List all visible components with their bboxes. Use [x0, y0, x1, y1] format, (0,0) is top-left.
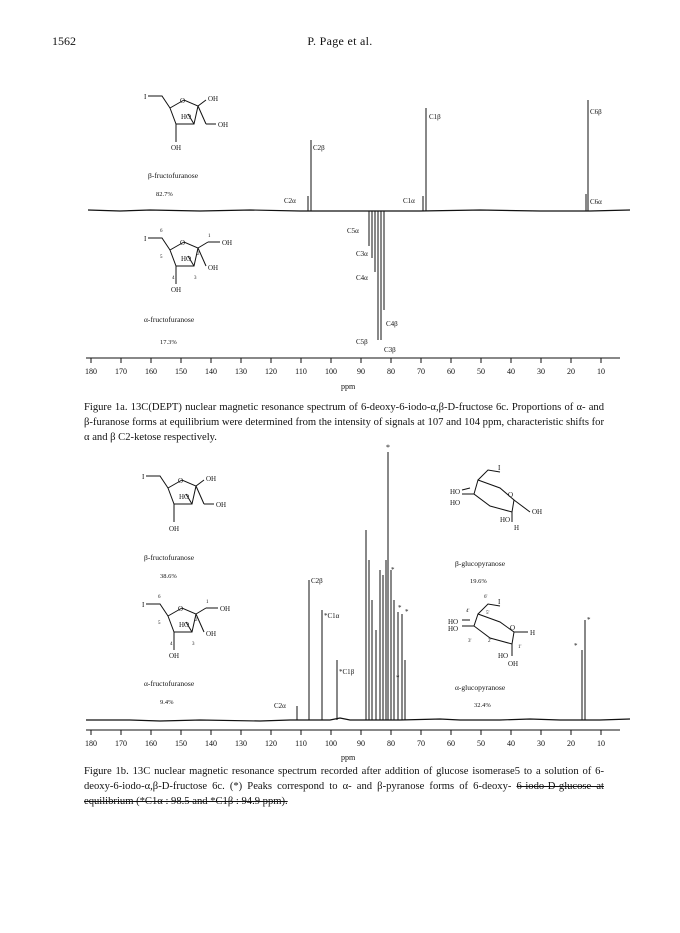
peak-asterisk: * — [386, 443, 390, 452]
page-number: 1562 — [52, 34, 76, 48]
oh-label: OH — [532, 508, 543, 516]
peak-asterisk: * — [574, 642, 578, 650]
compound-percent: 32.4% — [474, 702, 491, 709]
axis-tick-label: 50 — [477, 739, 485, 748]
axis-unit: ppm — [341, 753, 356, 762]
spectrum-peaks — [297, 452, 585, 720]
iodine-label: I — [142, 473, 145, 481]
axis-tick-label: 150 — [175, 739, 187, 748]
peak-label: C2β — [313, 144, 325, 152]
atom-number: 2 — [195, 618, 198, 623]
ring-oxygen: O — [178, 477, 184, 485]
axis-tick-label: 180 — [85, 367, 97, 376]
oh-label: OH — [216, 501, 227, 509]
ho-label: HO — [179, 493, 190, 501]
peak-label: *C1β — [339, 668, 355, 676]
oh-label: OH — [508, 660, 519, 668]
axis-tick-label: 30 — [537, 367, 545, 376]
peak-asterisk: * — [587, 616, 591, 624]
peak-labels-1a — [284, 108, 602, 354]
ho-label: HO — [448, 625, 459, 633]
caption-text: 13C(DEPT) nuclear magnetic resonance spectrum of 6-deoxy-6-iodo-α,β-D-fructose 6c. Proportions of α- and β-furanose forms at equilibrium were determined from the intensity of signals at 107 and 104 ppm, characteristic shifts for α and β C2-ketose respectively. — [84, 402, 604, 443]
peak-label: *C1α — [324, 612, 340, 620]
iodine-label: I — [142, 601, 145, 609]
compound-percent: 9.4% — [160, 699, 174, 706]
atom-number: 1 — [206, 600, 209, 605]
axis-tick-label: 130 — [235, 739, 247, 748]
compound-name: α-glucopyranose — [455, 683, 506, 692]
axis-ticks-1b — [85, 730, 605, 748]
axis-tick-label: 170 — [115, 739, 127, 748]
axis-tick-label: 80 — [387, 739, 395, 748]
compound-percent: 19.6% — [470, 578, 487, 585]
compound-percent: 38.6% — [160, 573, 177, 580]
axis-unit: ppm — [341, 382, 356, 391]
oh-label: OH — [206, 475, 217, 483]
compound-name: β-glucopyranose — [455, 559, 506, 568]
ring-oxygen: O — [180, 239, 186, 247]
atom-number: 5 — [160, 255, 163, 260]
spectrum-baseline — [88, 210, 630, 211]
peak-label: C6α — [590, 198, 602, 206]
oh-label: OH — [171, 286, 182, 294]
atom-number: 6 — [158, 595, 161, 600]
peak-asterisk: * — [391, 566, 395, 574]
ring-oxygen: O — [180, 97, 186, 105]
axis-tick-label: 90 — [357, 367, 365, 376]
ho-label: HO — [181, 113, 192, 121]
atom-number: 3 — [192, 642, 195, 647]
axis-tick-label: 110 — [295, 739, 307, 748]
axis-tick-label: 110 — [295, 367, 307, 376]
axis-tick-label: 20 — [567, 367, 575, 376]
axis-tick-label: 10 — [597, 739, 605, 748]
axis-tick-label: 40 — [507, 739, 515, 748]
peak-label: C1β — [429, 113, 441, 121]
oh-label: OH — [222, 239, 233, 247]
atom-number: 6' — [484, 595, 488, 600]
oh-label: OH — [218, 121, 229, 129]
axis-tick-label: 100 — [325, 739, 337, 748]
axis-tick-label: 180 — [85, 739, 97, 748]
axis-tick-label: 140 — [205, 739, 217, 748]
peak-label: C6β — [590, 108, 602, 116]
oh-label: OH — [169, 525, 180, 533]
peak-asterisk: * — [405, 608, 409, 616]
oh-label: OH — [169, 652, 180, 660]
atom-number: 5 — [158, 621, 161, 626]
axis-tick-label: 120 — [265, 739, 277, 748]
ho-label: HO — [498, 652, 509, 660]
peak-label: C2α — [274, 702, 286, 710]
h-label: H — [530, 629, 536, 637]
axis-tick-label: 60 — [447, 367, 455, 376]
peak-label: C5β — [356, 338, 368, 346]
atom-number: 1 — [208, 234, 211, 239]
oh-label: OH — [208, 95, 219, 103]
ho-label: HO — [179, 621, 190, 629]
peak-label: C3α — [356, 250, 368, 258]
axis-tick-label: 160 — [145, 367, 157, 376]
oh-label: OH — [220, 605, 231, 613]
ho-label: HO — [500, 516, 511, 524]
axis-tick-label: 70 — [417, 367, 425, 376]
ring-oxygen: O — [508, 491, 514, 499]
oh-label: OH — [206, 630, 217, 638]
compound-percent: 82.7% — [156, 191, 173, 198]
h-label: H — [514, 524, 520, 532]
atom-number: 2' — [488, 639, 492, 644]
atom-number: 5' — [486, 611, 490, 616]
compound-name: β-fructofuranose — [148, 171, 199, 180]
structure-beta-glucopyranose — [462, 470, 530, 522]
axis-tick-label: 20 — [567, 739, 575, 748]
oh-label: OH — [208, 264, 219, 272]
atom-number: 2 — [197, 252, 200, 257]
atom-number: 6 — [160, 229, 163, 234]
peak-label: C4β — [386, 320, 398, 328]
axis-tick-label: 170 — [115, 367, 127, 376]
ho-label: HO — [450, 499, 461, 507]
ho-label: HO — [181, 255, 192, 263]
peak-label: C2β — [311, 577, 323, 585]
running-head: P. Page et al. — [307, 34, 373, 48]
spectrum-peaks-positive — [308, 100, 588, 211]
axis-tick-label: 80 — [387, 367, 395, 376]
peak-label: C2α — [284, 197, 296, 205]
axis-tick-label: 60 — [447, 739, 455, 748]
ho-label: HO — [448, 618, 459, 626]
figure-1b — [85, 443, 630, 762]
ring-oxygen: O — [178, 605, 184, 613]
axis-tick-label: 150 — [175, 367, 187, 376]
compound-name: α-fructofuranose — [144, 679, 195, 688]
atom-number: 1' — [518, 645, 522, 650]
figure-1a-caption — [84, 400, 604, 445]
axis-tick-label: 90 — [357, 739, 365, 748]
iodine-label: I — [144, 235, 147, 243]
iodine-label: I — [498, 598, 501, 606]
axis-tick-label: 160 — [145, 739, 157, 748]
atom-number: 4 — [170, 642, 173, 647]
figure-1a — [85, 93, 630, 391]
spectrum-peaks-negative — [369, 211, 384, 340]
ho-label: HO — [450, 488, 461, 496]
peak-label: C3β — [384, 346, 396, 354]
figure-1b-caption — [84, 764, 604, 809]
atom-number: 4' — [466, 609, 470, 614]
axis-tick-label: 10 — [597, 367, 605, 376]
spectrum-baseline — [86, 718, 630, 721]
caption-label: Figure 1b. — [84, 766, 129, 777]
caption-label: Figure 1a. — [84, 402, 128, 413]
peak-label: C4α — [356, 274, 368, 282]
peak-asterisk: * — [396, 674, 400, 682]
axis-tick-label: 140 — [205, 367, 217, 376]
caption-struck-text: 6-iodo-D-glucose at equilibrium (*C1α : 98.5 and *C1β : 94.9 ppm). — [84, 781, 604, 807]
axis-tick-label: 30 — [537, 739, 545, 748]
compound-percent: 17.3% — [160, 339, 177, 346]
iodine-label: I — [144, 93, 147, 101]
compound-name: β-fructofuranose — [144, 553, 195, 562]
peak-asterisk: * — [398, 604, 402, 612]
atom-number: 3' — [468, 639, 472, 644]
caption-text: 13C nuclear magnetic resonance spectrum recorded after addition of glucose isomerase5 to a solution of 6-deoxy-6-iodo-α,β-D-fructose 6c. (*) Peaks correspond to α- and β-pyranose forms of 6-deoxy- — [84, 766, 604, 792]
compound-name: α-fructofuranose — [144, 315, 195, 324]
axis-tick-label: 100 — [325, 367, 337, 376]
axis-tick-label: 130 — [235, 367, 247, 376]
oh-label: OH — [171, 144, 182, 152]
peak-label: C1α — [403, 197, 415, 205]
axis-tick-label: 70 — [417, 739, 425, 748]
atom-number: 3 — [194, 276, 197, 281]
axis-tick-label: 120 — [265, 367, 277, 376]
ring-oxygen: O — [510, 624, 516, 632]
atom-number: 4 — [172, 276, 175, 281]
axis-tick-label: 50 — [477, 367, 485, 376]
iodine-label: I — [498, 464, 501, 472]
axis-tick-label: 40 — [507, 367, 515, 376]
axis-ticks-1a — [85, 358, 605, 376]
peak-label: C5α — [347, 227, 359, 235]
